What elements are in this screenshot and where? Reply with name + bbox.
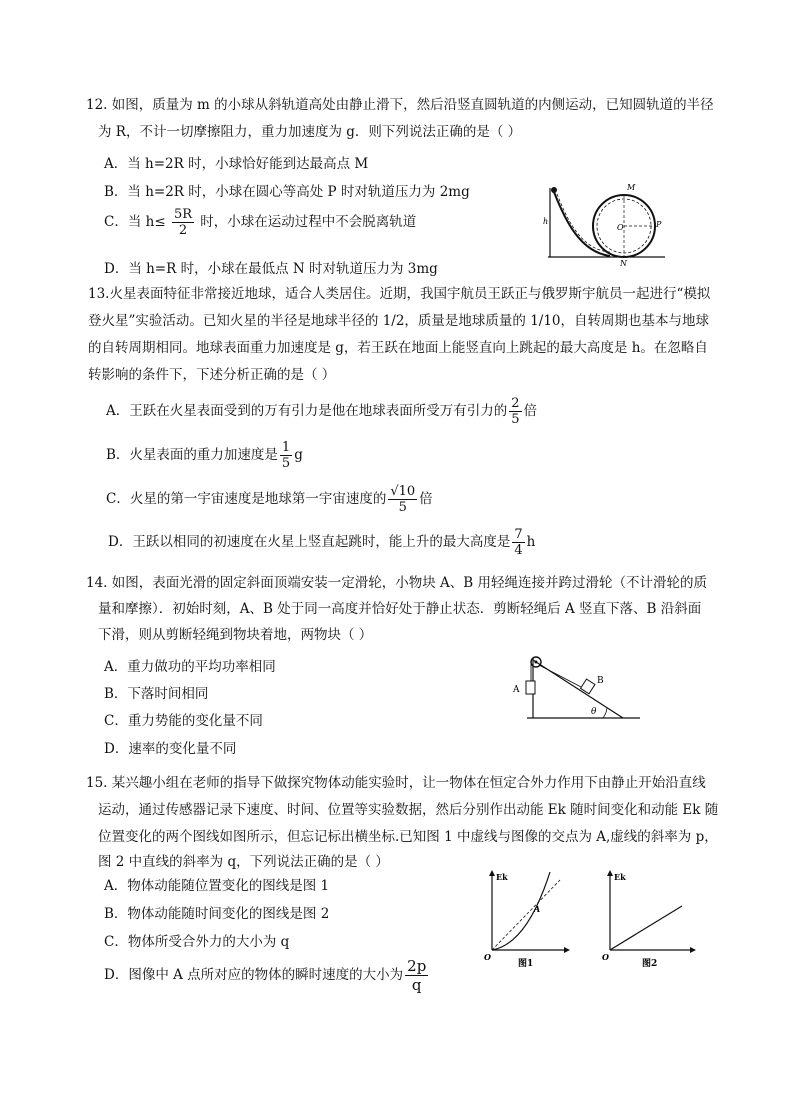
q13-option-b-denominator: 5 (281, 456, 291, 471)
q13-option-d-numerator: 7 (514, 527, 523, 542)
q13-option-b-prefix: B．火星表面的重力加速度是 (106, 447, 278, 463)
q12-option-a: A．当 h=2R 时，小球恰好能到达最高点 M (104, 156, 369, 172)
q13-option-d-prefix: D．王跃以相同的初速度在火星上竖直起跳时，能上升的最大高度是 (108, 534, 511, 550)
q15-option-a: A．物体动能随位置变化的图线是图 1 (104, 878, 330, 894)
q15-fig2-ylabel: Ek (614, 872, 626, 882)
q12-option-c-fraction (172, 207, 194, 238)
q12-stem-line2: 为 R，不计一切摩擦阻力，重力加速度为 g．则下列说法正确的是（ ） (98, 124, 522, 140)
q12-option-c-numerator: 5R (173, 207, 192, 222)
q13-stem-line3: 的自转周期相同。地球表面重力加速度是 g，若王跃在地面上能竖直向上跳起的最大高度是 h。在忽略自 (88, 340, 708, 356)
q14-option-a: A．重力做功的平均功率相同 (104, 659, 276, 675)
q14-fig-label-theta: θ (591, 707, 597, 717)
q12-option-c (104, 207, 416, 238)
q12-fig-label-n: N (620, 259, 627, 268)
q15-stem-line3: 位置变化的两个图线如图所示，但忘记标出横坐标.已知图 1 中虚线与图像的交点为 A,虚线的斜率为 p， (98, 829, 718, 845)
q13-stem-line1: 13.火星表面特征非常接近地球，适合人类居住。近期，我国宇航员王跃正与俄罗斯宇航员一起进行“模拟 (88, 286, 711, 302)
q13-option-b-fraction (280, 440, 292, 471)
q13-option-d-suffix: h (526, 534, 536, 550)
q13-option-c-fraction (388, 484, 417, 515)
q14-fig-label-b: B (597, 676, 604, 686)
q13-stem-line2: 登火星”实验活动。已知火星的半径是地球半径的 1/2，质量是地球质量的 1/10，自转周期也基本与地球 (88, 313, 710, 329)
q12-option-d: D．当 h=R 时，小球在最低点 N 时对轨道压力为 3mg (104, 261, 438, 277)
q14-stem-line3: 下滑，则从剪断轻绳到物块着地，两物块（ ） (98, 627, 373, 643)
q15-stem-line4: 图 2 中直线的斜率为 q，下列说法正确的是（ ） (98, 854, 389, 870)
q13-stem-line4: 转影响的条件下，下述分析正确的是（ ） (88, 367, 336, 383)
q13-option-b-suffix: g (294, 447, 303, 463)
q15-option-d-fraction (405, 957, 428, 994)
q15-stem-line2: 运动，通过传感器记录下速度、时间、位置等实验数据，然后分别作出动能 Ek 随时间变化和动能 Ek 随 (98, 802, 719, 818)
q12-fig-label-o: O (617, 223, 624, 232)
q12-fig-label-m: M (627, 183, 636, 192)
q14-option-d: D．速率的变化量不同 (104, 741, 237, 757)
q15-figure-1 (482, 868, 572, 968)
q14-stem-line2: 量和摩擦）．初始时刻，A、B 处于同一高度并恰好处于静止状态．剪断轻绳后 A 竖直下落、B 沿斜面 (98, 601, 702, 617)
q14-stem-line1: 14. 如图，表面光滑的固定斜面顶端安装一定滑轮，小物块 A、B 用轻绳连接并跨过滑轮（不计滑轮的质 (86, 575, 708, 591)
q13-option-a-fraction (509, 396, 521, 427)
q14-option-c: C．重力势能的变化量不同 (104, 713, 263, 729)
q13-option-a-suffix: 倍 (523, 403, 538, 419)
q15-fig1-caption: 图1 (518, 959, 534, 969)
q13-option-c-denominator: 5 (398, 500, 407, 515)
q15-fig1-ylabel: Ek (496, 872, 508, 882)
q13-option-c (106, 484, 433, 515)
q14-fig-label-a: A (513, 685, 520, 695)
q15-fig2-origin: O (602, 952, 609, 962)
q15-figure-2 (600, 868, 700, 968)
q14-option-b: B．下落时间相同 (104, 686, 209, 702)
q13-option-c-prefix: C．火星的第一宇宙速度是地球第一宇宙速度的 (106, 491, 387, 507)
q15-option-d-prefix: D．图像中 A 点所对应的物体的瞬时速度的大小为 (104, 967, 404, 983)
q12-option-b: B．当 h=2R 时，小球在圆心等高处 P 时对轨道压力为 2mg (104, 184, 470, 200)
q12-fig-label-p: P (656, 220, 662, 229)
q13-option-d-fraction (512, 527, 524, 558)
q14-incline-pulley-figure (505, 650, 645, 722)
q15-fig1-point-a: A (534, 904, 541, 914)
q12-stem-line1: 12. 如图，质量为 m 的小球从斜轨道高处由静止滑下，然后沿竖直圆轨道的内侧运动，已知圆轨道的半径 (86, 97, 714, 113)
q13-option-b (106, 440, 303, 471)
q13-option-d-denominator: 4 (514, 543, 523, 558)
q13-option-c-numerator: √10 (390, 484, 416, 499)
q15-option-d-denominator: q (411, 976, 422, 994)
q13-option-d (108, 527, 535, 558)
q15-option-d (104, 957, 430, 994)
q15-option-d-numerator: 2p (407, 957, 427, 975)
q12-fig-label-h: h (543, 217, 549, 226)
q15-fig1-origin: O (484, 952, 491, 962)
q13-option-a-numerator: 2 (511, 396, 520, 411)
q13-option-c-suffix: 倍 (419, 491, 433, 507)
q15-option-b: B．物体动能随时间变化的图线是图 2 (104, 906, 330, 922)
q13-option-a (106, 396, 537, 427)
q13-option-a-denominator: 5 (511, 412, 520, 427)
q13-option-a-prefix: A．王跃在火星表面受到的万有引力是他在地球表面所受万有引力的 (106, 403, 508, 419)
q12-loop-track-figure (540, 180, 670, 268)
q13-option-b-numerator: 1 (281, 440, 291, 455)
q15-option-c: C．物体所受合外力的大小为 q (104, 934, 290, 950)
q15-stem-line1: 15. 某兴趣小组在老师的指导下做探究物体动能实验时，让一物体在恒定合外力作用下由静止开始沿直线 (86, 775, 706, 791)
q12-option-c-prefix: C．当 h≤ (104, 214, 166, 230)
q15-fig2-caption: 图2 (642, 959, 658, 969)
q12-option-c-suffix: 时，小球在运动过程中不会脱离轨道 (200, 214, 417, 230)
q12-option-c-denominator: 2 (178, 223, 188, 238)
